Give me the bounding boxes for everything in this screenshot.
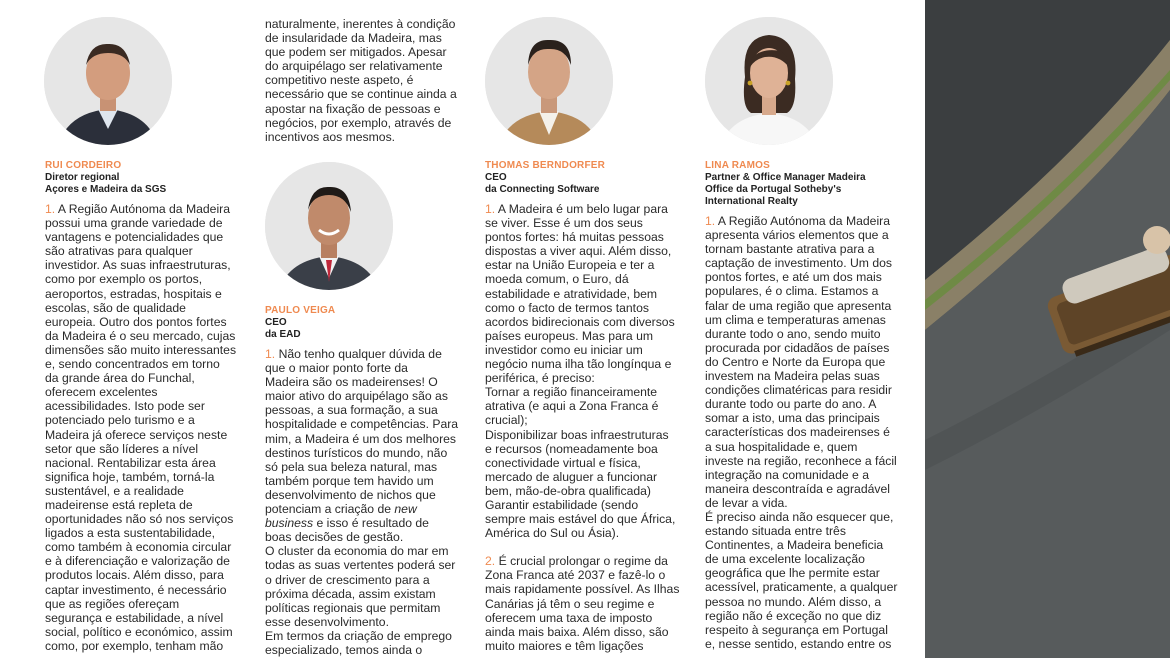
text-line: respeito à segurança em Portugal [705,622,888,637]
text-line: 1. Não tenho qualquer dúvida de [265,347,442,361]
text-line: e à diferenciação e valorização de [45,554,230,569]
text-line: possui uma grande variedade de [45,216,223,231]
column-thomas-berndorfer [485,160,695,653]
author-role: CEO [265,317,287,328]
column-rui-cordeiro [45,160,245,653]
text-line: estabilidade e atratividade, bem [485,286,658,301]
text-line: mais rapidamente possível. As Ilhas [485,582,680,597]
column-lina-ramos [705,160,915,651]
author-role: Partner & Office Manager Madeira [705,172,866,183]
text-line: países europeus. Mas para um [485,328,654,343]
text-line: conectividade virtual e física, [485,455,641,470]
author-company-2: International Realty [705,196,798,207]
text-line: 1. A Região Autónoma da Madeira [45,202,230,216]
text-line: vantagens e potencialidades que [45,230,224,245]
text-line: populares, é o clima. Estamos a [705,284,879,299]
text-line: business e isso é resultado de [265,516,429,531]
text-line: todas as suas vertentes poderá ser [265,558,456,573]
text-line: bem, mão-de-obra qualificada) [485,483,651,498]
text-line: do Centro e Norte da Europa que [705,354,886,369]
author-name: PAULO VEIGA [265,305,336,316]
text-line: do arquipélago ser relativamente [265,59,443,74]
text-line: durante todo o ano, sendo muito [705,326,881,341]
text-line: desenvolvimento de nichos que [265,487,436,502]
text-line: como o facto de termos tantos [485,300,649,315]
text-line: captação de investimento. Um dos [705,256,892,271]
text-line: procurada por cidadãos de países [705,340,890,355]
text-line: como, por exemplo, tenham mão [45,638,224,653]
text-line: negócio numa ilha tão longínqua e [485,357,672,372]
text-line: que as regiões ofereçam [45,596,180,611]
text-line: Disponibilizar boas infraestruturas [485,427,669,442]
text-line: especializado, temos ainda o [265,642,423,657]
text-line: naturalmente, inerentes à condição [265,17,456,31]
text-line: como por exemplo os portos, [45,272,203,287]
answer-text [705,214,915,651]
text-line: aeroportos, estradas, hospitais e [45,286,222,301]
text-line: setor que são líderes a nível [45,441,199,456]
text-line: um clima e temperaturas amenas [705,312,886,327]
text-line: atrativa (e aqui a Zona Franca é [485,399,659,414]
text-line: dispostas a viver aqui. Além disso, [485,244,672,259]
text-line: durante todo ou parte do ano. A [705,397,877,412]
text-line: pessoa no mundo. Além disso, a [705,594,882,609]
text-line: captar investimento, é necessário [45,582,227,597]
text-line: sempre mais estável do que África, [485,512,676,527]
text-line: social, político e económico, assim [45,624,233,639]
author-company: Açores e Madeira da SGS [45,184,167,195]
text-line: ainda mais baixa. Além disso, são [485,624,669,639]
text-line: Continentes, a Madeira beneficia [705,538,884,553]
answer-text [485,202,695,653]
italic-term: new [394,502,417,517]
avatar-thomas-berndorfer [485,17,613,145]
italic-term: business [265,516,314,531]
text-line: oportunidades não só nos serviços [45,512,234,527]
text-line: acessível, praticamente, a qualquer [705,580,898,595]
text-line: e, sendo concentrados em torno [45,357,220,372]
text-line: 1. A Madeira é um belo lugar para [485,202,668,216]
text-line: falar de uma região que apresenta [705,298,892,313]
text-line: geográfica que lhe permite estar [705,566,880,581]
avatar-paulo-veiga [265,162,393,290]
text-line: estando situada entre três [705,524,846,539]
text-line: só pela sua beleza natural, mas [265,459,438,474]
author-company: da Connecting Software [485,184,600,195]
text-line: investe na região, reconhece a fácil [705,453,897,468]
text-line: também porque tem havido um [265,473,434,488]
text-line: América do Sul ou Ásia). [485,526,620,541]
text-line: Madeira já oferece serviços neste [45,427,228,442]
text-line: esse desenvolvimento. [265,614,389,629]
text-line: periférica, é preciso: [485,371,595,386]
text-line: maneira descontraída e agradável [705,481,890,496]
text-line: Garantir estabilidade (sendo [485,497,639,512]
text-line: são atrativas para qualquer [45,244,193,259]
text-line: acessibilidades. Isto pode ser [45,399,205,414]
text-line: características dos madeirenses é [705,425,890,440]
text-line: Zona Franca até 2037 e fazê-lo o [485,568,666,583]
text-line: boas decisões de gestão. [265,530,404,545]
answer-number: 2. [485,554,499,569]
avatar-lina-ramos [705,17,833,145]
text-line: da Madeira é o seu mercado, cujas [45,328,236,343]
text-line: pessoas, a sua formação, a sua [265,403,438,418]
text-line: políticas regionais que permitam [265,600,441,615]
text-line: muito maiores e têm ligações [485,638,644,653]
author-name: LINA RAMOS [705,160,770,171]
answer-number: 1. [705,214,718,228]
text-line: produtos locais. Além disso, para [45,568,224,583]
author-name: RUI CORDEIRO [45,160,122,171]
text-line: potenciam a criação de new [265,502,417,517]
text-line: que o maior ponto forte da [265,361,408,376]
text-line: europeia. Outro dos pontos fortes [45,314,227,329]
text-line: próxima década, assim existam [265,586,436,601]
avatar-rui-cordeiro [44,17,172,145]
text-line: apostar na fixação de pessoas e [265,101,441,116]
text-line: crucial); [485,413,528,428]
text-line: potenciado pelo turismo e a [45,413,195,428]
author-company: Office da Portugal Sotheby's [705,184,842,195]
text-line: de levar a vida. [705,495,788,510]
text-line: região não é exceção no que diz [705,608,882,623]
text-line: nacional. Rentabilizar esta área [45,455,216,470]
text-line: dimensões são muito interessantes [45,342,237,357]
text-line: de uma excelente localização [705,552,865,567]
text-line: e recursos (nomeadamente boa [485,441,658,456]
text-line: e, nesse sentido, estando entre os [705,636,892,651]
text-line: a sua hospitalidade e, quem [705,439,858,454]
text-line: mim, a Madeira é um dos melhores [265,431,457,446]
answer-number: 1. [45,202,58,216]
author-role: CEO [485,172,507,183]
author-role: Diretor regional [45,172,120,183]
text-line: investidor como eu iniciar um [485,342,643,357]
text-line: necessário que se continue ainda a [265,87,457,102]
text-line: hospitalidade e competências. Para [265,417,459,432]
text-line: O cluster da economia do mar em [265,544,449,559]
text-line: mercado de aluguer a funcionar [485,469,658,484]
text-line: incentivos aos mesmos. [265,129,396,144]
text-line: investem na Madeira pelas suas [705,369,880,384]
text-line: competitivo neste aspeto, é [265,73,414,88]
text-line: se viver. Esse é um dos seus [485,216,643,231]
author-name: THOMAS BERNDORFER [485,160,606,171]
text-line: Tornar a região financeiramente [485,385,658,400]
text-line: condições climatéricas para residir [705,383,892,398]
text-line: da grande área do Funchal, [45,371,195,386]
text-line: pontos fortes, e até um dos mais [705,270,882,285]
text-line: madeirense está repleta de [45,497,193,512]
text-line: negócios, por exemplo, através de [265,115,452,130]
text-line: significa hoje, também, torná-la [45,469,215,484]
toboggan-photo [925,0,1170,658]
text-line: o driver de crescimento para a [265,572,430,587]
text-line: maior ativo do arquipélago são as [265,389,448,404]
answer-number: 1. [265,347,279,361]
text-line: acordos bidirecionais com diversos [485,314,675,329]
text-line: integração na comunidade e a [705,467,869,482]
text-line: de insularidade da Madeira, mas [265,31,442,46]
answer-number: 1. [485,202,498,216]
text-line: investidor. As suas infraestruturas, [45,258,231,273]
text-line: estar na União Europeia e ter a [485,258,655,273]
text-line: sustentável, e a realidade [45,483,184,498]
answer-text [265,347,470,657]
text-line: moeda comum, o Euro, dá [485,272,629,287]
text-line: tornam bastante atrativa para a [705,242,875,257]
text-line: pontos fortes: há muitas pessoas [485,230,664,245]
text-line: Madeira são os madeirenses! O [265,375,438,390]
text-line: Em termos da criação de emprego [265,628,452,643]
text-line: É preciso ainda não esquecer que, [705,509,894,524]
column-paulo-veiga [265,305,470,657]
text-line: somar a isto, uma das principais [705,411,880,426]
text-line: escolas, são de qualidade [45,300,186,315]
text-line: oferecem uma taxa de imposto [485,610,653,625]
text-line: que podem ser mitigados. Apesar [265,45,447,60]
text-line: 2. É crucial prolongar o regime da [485,554,668,569]
text-line: oferecem excelentes [45,385,158,400]
text-line: 1. A Região Autónoma da Madeira [705,214,890,228]
text-line: como também à economia circular [45,540,232,555]
text-line: Canárias já têm o seu regime e [485,596,655,611]
answer-text [45,202,245,653]
column-continued-text [265,17,470,144]
author-company: da EAD [265,329,301,340]
text-line: ligados a esta sustentabilidade, [45,526,216,541]
text-line: segurança e estabilidade, a nível [45,610,224,625]
text-line: apresenta vários elementos que a [705,228,889,243]
text-line: destinos turísticos do mundo, não [265,445,448,460]
